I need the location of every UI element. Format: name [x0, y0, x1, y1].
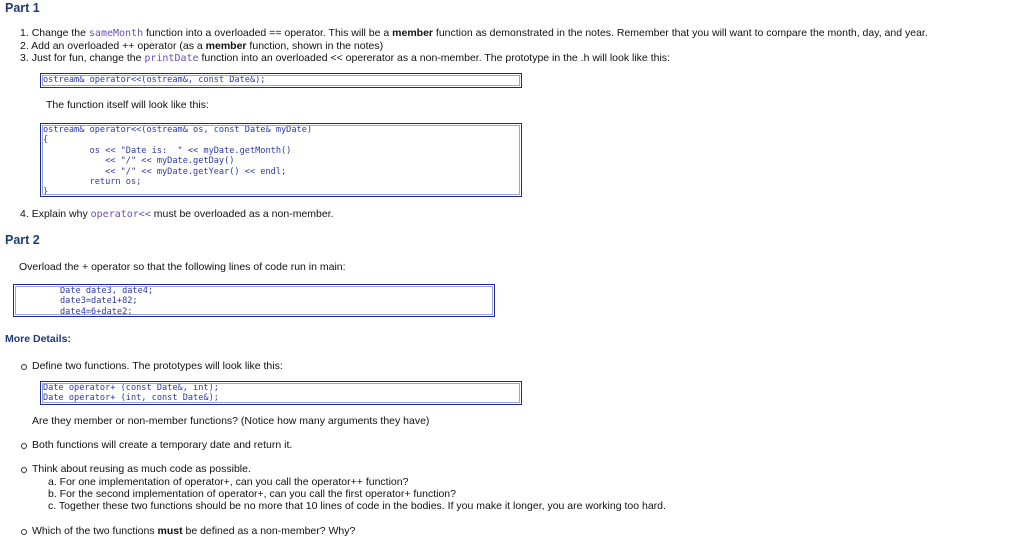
item-1-text: Change the — [31, 27, 89, 39]
part2-code-box — [13, 284, 495, 317]
code-line: { — [43, 135, 49, 146]
more-bullet-3: Think about reusing as much code as possible. — [32, 463, 251, 475]
item-2-text: Add an overloaded ++ operator (as a — [31, 40, 206, 52]
item-4-text: Explain why — [31, 208, 91, 220]
item-3-text-end: function into an overloaded << opererator as a non-member. The prototype in the .h will look like this: — [198, 52, 670, 64]
more-details-heading: More Details: — [5, 333, 71, 345]
part2-intro: Overload the + operator so that the following lines of code run in main: — [19, 261, 346, 273]
item-1-bold: member — [392, 27, 433, 39]
bullet-icon — [21, 467, 27, 473]
bullet-4-text-end: be defined as a non-member? Why? — [182, 525, 356, 537]
code-line: Date operator+ (int, const Date&); — [43, 393, 219, 404]
item-4-text-end: must be overloaded as a non-member. — [150, 208, 334, 220]
part2-heading: Part 2 — [5, 233, 40, 247]
function-code-box — [40, 123, 522, 197]
more-bullet-2: Both functions will create a temporary date and return it. — [32, 439, 293, 451]
item-2-number: 2. — [20, 40, 29, 52]
code-line: } — [43, 187, 49, 198]
item-1-text-end: function as demonstrated in the notes. Remember that you will want to compare the month, day, and year. — [433, 27, 928, 39]
code-line: << "/" << myDate.getDay() — [43, 156, 235, 167]
item-3-text: Just for fun, change the — [31, 52, 145, 64]
bullet-icon — [21, 529, 27, 535]
item-1-number: 1. — [20, 27, 29, 39]
item-3-code: printDate — [144, 53, 199, 64]
code-line: date4=6+date2; — [60, 306, 133, 317]
item-2-text-end: function, shown in the notes) — [246, 40, 384, 52]
more-bullet-4 — [32, 525, 355, 537]
part1-heading: Part 1 — [5, 1, 40, 15]
code-line: os << "Date is: " << myDate.getMonth() — [43, 145, 292, 156]
code-line: Date date3, date4; — [60, 286, 154, 296]
prototype-code-box — [40, 73, 522, 88]
code-line: << "/" << myDate.getYear() << endl; — [43, 166, 287, 177]
bullet-4-text: Which of the two functions — [32, 525, 158, 537]
sub-item-b: b. For the second implementation of operator+, can you call the first operator+ function? — [48, 488, 456, 500]
bullet-4-bold: must — [157, 525, 183, 537]
item-2-bold: member — [205, 40, 247, 52]
item-3-number: 3. — [20, 52, 29, 64]
more-bullet-1: Define two functions. The prototypes will look like this: — [32, 360, 283, 372]
function-intro: The function itself will look like this: — [46, 99, 209, 111]
item-1 — [20, 27, 928, 39]
code-line: ostream& operator<<(ostream& os, const Date& myDate) — [43, 125, 313, 135]
item-1-text-mid: function into a overloaded == operator. This will be a — [143, 27, 393, 39]
item-4-code: operator<< — [90, 209, 151, 220]
bullet-icon — [21, 443, 27, 449]
sub-item-a: a. For one implementation of operator+, can you call the operator++ function? — [48, 476, 409, 488]
more-question: Are they member or non-member functions? (Notice how many arguments they have) — [32, 415, 430, 427]
bullet-icon — [21, 364, 27, 370]
code-line: date3=date1+82; — [60, 296, 138, 307]
code-line: Date operator+ (const Date&, int); — [43, 383, 219, 393]
prototype-code-line: ostream& operator<<(ostream&, const Date&); — [43, 75, 266, 85]
item-4-number: 4. — [20, 208, 29, 220]
item-1-code: sameMonth — [88, 28, 144, 39]
item-3 — [20, 52, 670, 64]
item-2 — [20, 40, 383, 52]
sub-item-c: c. Together these two functions should be no more that 10 lines of code in the bodies. If you make it longer, you are working too hard. — [48, 500, 666, 512]
code-line: return os; — [43, 177, 142, 188]
proto-code-box — [40, 381, 522, 405]
item-4 — [20, 208, 334, 220]
